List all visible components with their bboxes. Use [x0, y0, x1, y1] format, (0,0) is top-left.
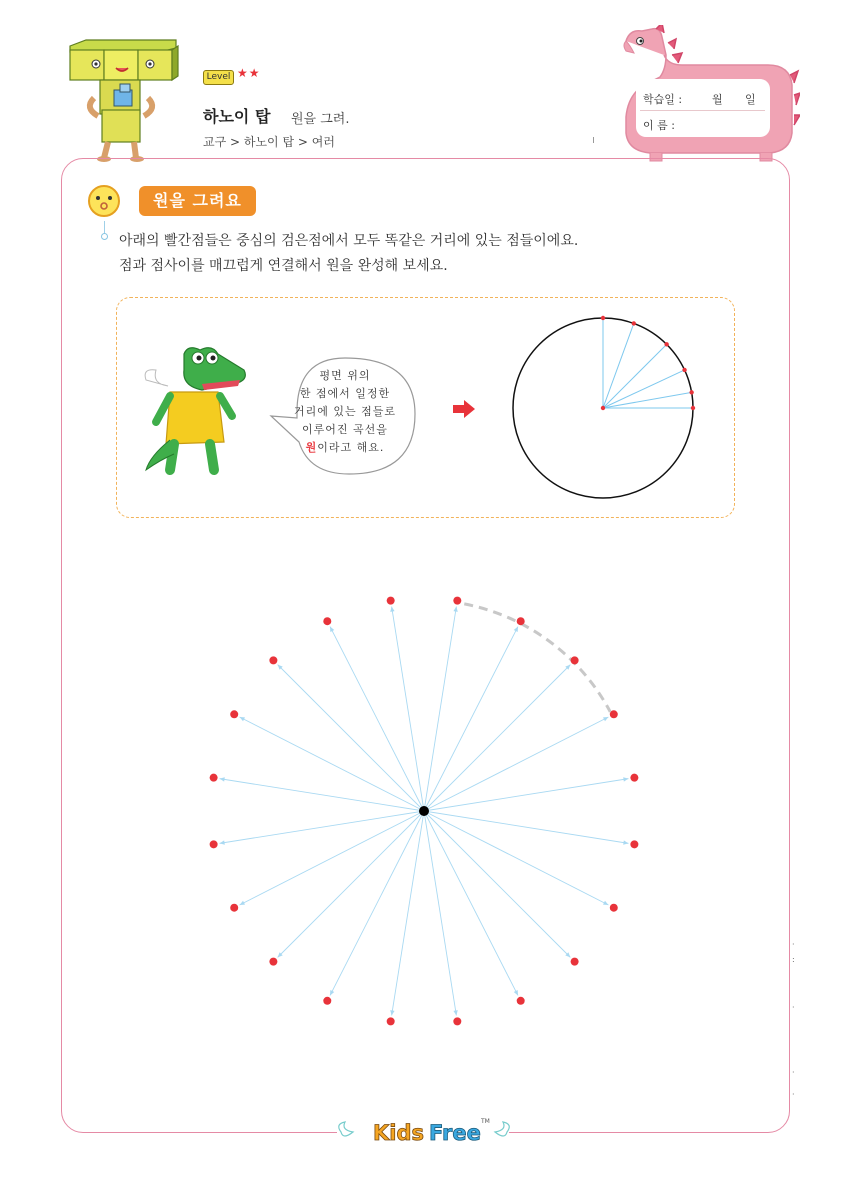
red-point [453, 1017, 461, 1025]
page-subtitle: 원을 그려. [291, 112, 350, 127]
edge-mark: · [792, 1003, 795, 1012]
radius-ray [424, 811, 570, 957]
speech-line-rest: 이라고 해요. [317, 441, 385, 454]
radius-ray [278, 811, 424, 957]
example-circle-point [632, 321, 636, 325]
instruction-line-1: 아래의 빨간점들은 중심의 검은점에서 모두 똑같은 거리에 있는 점들이에요. [119, 233, 579, 249]
radius-ray [220, 779, 424, 811]
red-point [323, 617, 331, 625]
example-circle-point [664, 342, 668, 346]
red-point [453, 597, 461, 605]
circle-term-highlight: 원 [305, 441, 318, 454]
ray-arrowhead [390, 1010, 394, 1015]
example-circle-point [689, 390, 693, 394]
red-point [610, 710, 618, 718]
red-point [210, 840, 218, 848]
circle-dot-diagram [195, 585, 655, 1035]
radius-ray [392, 811, 424, 1015]
red-point [230, 710, 238, 718]
radius-ray [240, 811, 424, 905]
day-label: 일 [745, 93, 756, 106]
example-circle-point [682, 368, 686, 372]
ray-arrowhead [453, 607, 457, 612]
red-point [387, 1017, 395, 1025]
radius-ray [424, 779, 628, 811]
red-point [269, 958, 277, 966]
radius-ray [330, 811, 424, 995]
radius-ray [424, 627, 518, 811]
section-title: 원을 그려요 [139, 186, 256, 216]
guide-dashed-arc [464, 604, 610, 712]
radius-ray [424, 665, 570, 811]
red-point [630, 774, 638, 782]
radius-ray [424, 811, 518, 995]
red-point [230, 904, 238, 912]
red-point [571, 656, 579, 664]
ray-arrowhead [453, 1010, 457, 1015]
radius-ray [424, 811, 608, 905]
radius-ray [424, 717, 608, 811]
svg-text:TM: TM [481, 1118, 490, 1125]
ray-arrowhead [623, 840, 628, 844]
right-arrow-icon [452, 400, 476, 418]
ray-arrowhead [390, 607, 394, 612]
red-point [210, 774, 218, 782]
instruction-line-2: 점과 점사이를 매끄럽게 연결해서 원을 완성해 보세요. [119, 258, 448, 274]
svg-text:Kids: Kids [373, 1121, 425, 1145]
red-point [517, 617, 525, 625]
radius-ray [424, 607, 456, 811]
name-label: 이 름 : [643, 119, 675, 132]
radius-ray [330, 627, 424, 811]
speech-line: 이루어진 곡선을 [302, 423, 388, 436]
speech-line: 평면 위의 [319, 369, 371, 382]
smiley-face-icon [86, 183, 126, 223]
kids-free-logo [335, 1112, 513, 1152]
card-divider [640, 110, 765, 111]
speech-line: 한 점에서 일정한 [299, 387, 391, 400]
level-badge: Level [203, 70, 234, 85]
red-point [610, 904, 618, 912]
ray-arrowhead [220, 840, 225, 844]
red-point [323, 997, 331, 1005]
center-point [419, 806, 429, 816]
speech-line [275, 439, 415, 457]
crocodile-mascot-illustration [140, 346, 252, 478]
edge-mark: · [792, 1090, 795, 1099]
study-date-label: 학습일 : [643, 93, 683, 106]
breadcrumb: 교구 > 하노이 탑 > 여러 [203, 135, 335, 149]
radius-ray [392, 607, 424, 811]
example-center-point [601, 406, 605, 410]
red-point [517, 997, 525, 1005]
red-point [269, 656, 277, 664]
radius-ray [424, 811, 628, 843]
month-label: 월 [712, 93, 723, 106]
radius-ray [278, 665, 424, 811]
ray-arrowhead [220, 777, 225, 781]
red-point [630, 840, 638, 848]
edge-mark: · [792, 1068, 795, 1077]
page-title: 하노이 탑 [203, 107, 271, 126]
svg-text:Free: Free [429, 1121, 481, 1145]
example-circle-diagram [503, 310, 703, 510]
difficulty-stars: ★★ [237, 66, 261, 80]
radius-ray [220, 811, 424, 843]
example-circle-point [691, 406, 695, 410]
speech-line: 거리에 있는 점들로 [293, 405, 396, 418]
bullet-dot-icon [101, 233, 108, 240]
radius-ray [424, 811, 456, 1015]
header-divider [593, 137, 594, 143]
radius-ray [240, 717, 424, 811]
red-point [571, 958, 579, 966]
edge-mark: · [792, 940, 795, 949]
cube-mascot-illustration [64, 38, 182, 162]
speech-bubble-text [275, 367, 415, 457]
edge-mark: : [792, 955, 795, 964]
example-circle-point [601, 316, 605, 320]
ray-arrowhead [623, 777, 628, 781]
red-point [387, 597, 395, 605]
